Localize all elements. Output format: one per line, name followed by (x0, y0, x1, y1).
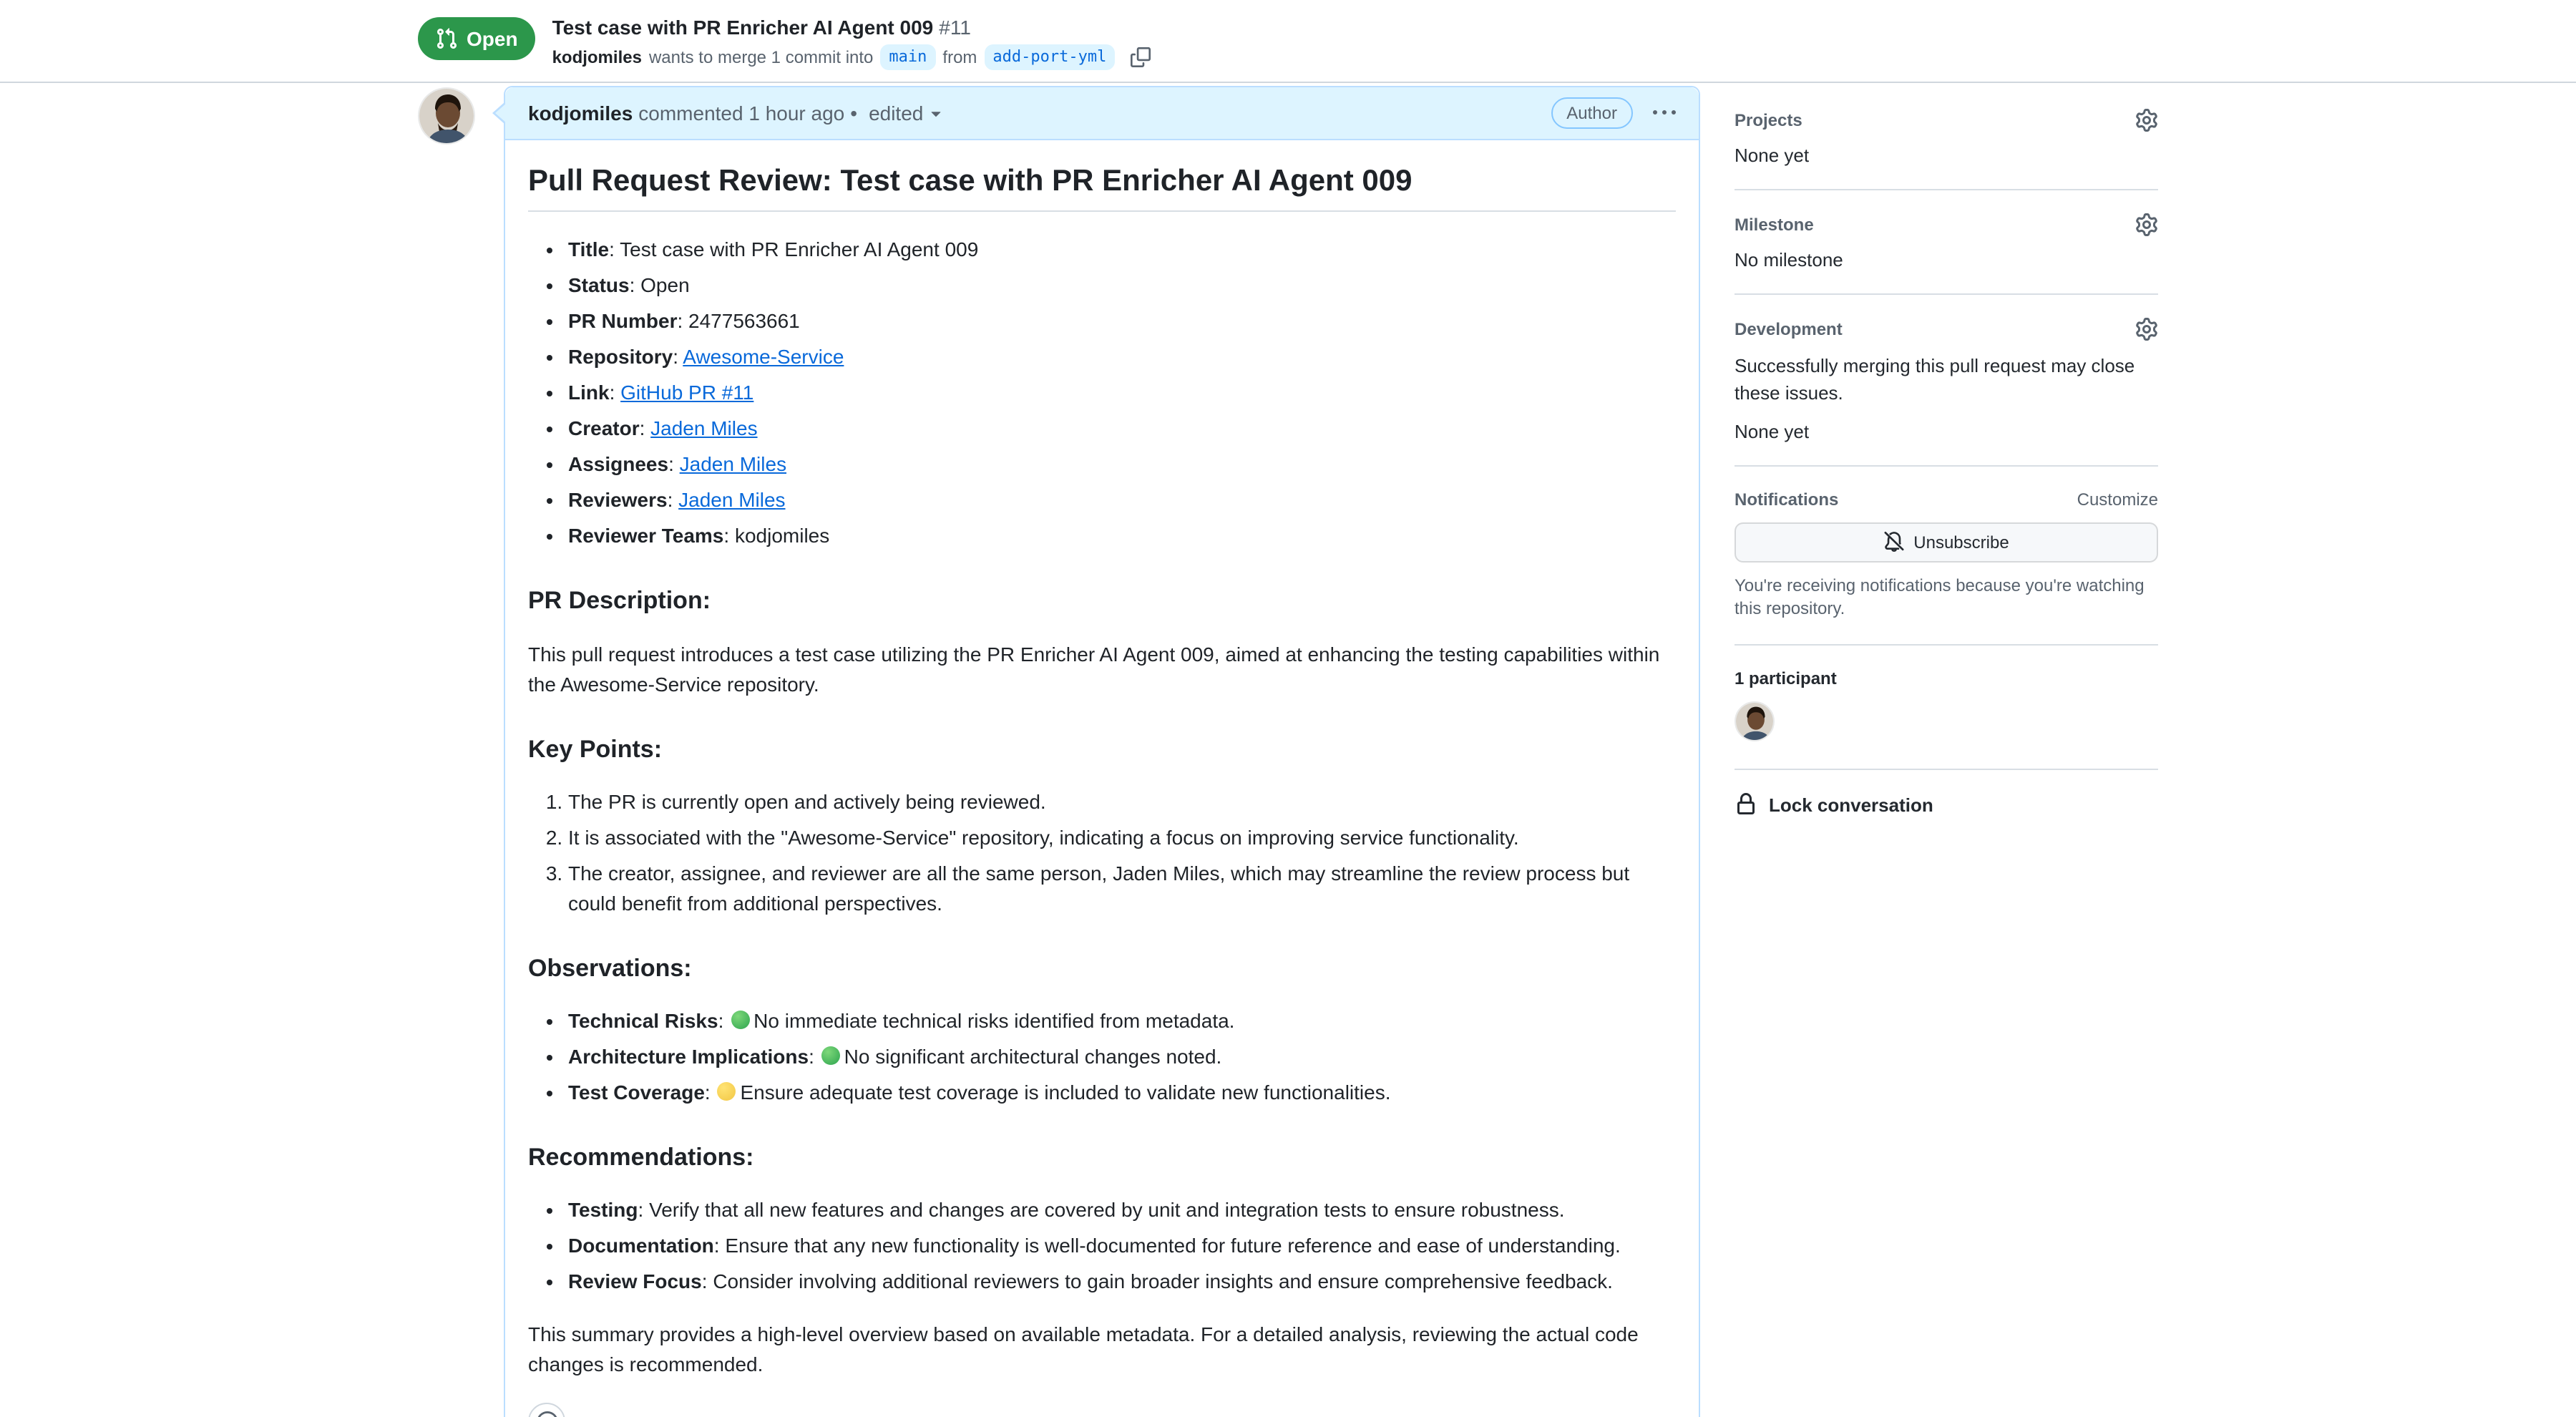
pr-number: #11 (939, 16, 971, 39)
summary-footer: This summary provides a high-level overview based on available metadata. For a detailed analysis, reviewing the actual code changes is recommended. (528, 1323, 1639, 1376)
meta-item-assignees: • Assignees: Jaden Miles (568, 450, 1676, 480)
from-text: from (942, 47, 977, 67)
bell-slash-icon (1883, 531, 1905, 552)
repository-link[interactable]: Awesome-Service (683, 345, 844, 369)
chevron-down-icon (926, 103, 946, 123)
meta-item-repository: • Repository: Awesome-Service (568, 343, 1676, 373)
copy-branch-button[interactable] (1131, 47, 1151, 67)
edited-dropdown[interactable] (869, 102, 946, 125)
meta-item-status: • Status: Open (568, 271, 1676, 301)
pr-title (552, 11, 1151, 43)
assignee-link[interactable]: Jaden Miles (679, 452, 787, 476)
key-points-heading: Key Points: (528, 735, 663, 762)
participants-title: 1 participant (1735, 668, 1837, 689)
merge-text: wants to merge 1 commit into (648, 47, 874, 67)
meta-item-title: • Title: Test case with PR Enricher AI Agent 009 (568, 235, 1676, 266)
sidebar-section-participants (1735, 646, 2158, 771)
sidebar-section-milestone (1735, 190, 2158, 295)
observations-heading: Observations: (528, 954, 692, 982)
meta-item-pr-number: • PR Number: 2477563661 (568, 307, 1676, 337)
green-circle-icon (821, 1046, 840, 1065)
meta-item-creator: • Creator: Jaden Miles (568, 414, 1676, 444)
gear-icon (2135, 318, 2158, 341)
key-point-item: 2. It is associated with the "Awesome-Service" repository, indicating a focus on improving service functionality. (568, 823, 1676, 853)
milestone-settings-button[interactable] (2135, 213, 2158, 236)
key-points-list (528, 787, 1676, 919)
pr-author-name: kodjomiles (552, 47, 642, 67)
meta-item-reviewers: • Reviewers: Jaden Miles (568, 486, 1676, 516)
pr-state-badge (418, 17, 535, 60)
head-branch-label[interactable]: add-port-yml (984, 44, 1115, 70)
reviewer-link[interactable]: Jaden Miles (678, 488, 786, 512)
lock-icon (1735, 794, 1757, 817)
milestone-value: No milestone (1735, 249, 1843, 271)
projects-title: Projects (1735, 110, 1802, 130)
comment-timestamp[interactable]: commented 1 hour ago (638, 102, 845, 125)
sticky-pr-header (0, 0, 2576, 83)
unsubscribe-button[interactable] (1735, 522, 2158, 562)
meta-item-link: • Link: GitHub PR #11 (568, 379, 1676, 409)
sidebar-section-development (1735, 295, 2158, 466)
key-point-item: 1. The PR is currently open and actively being reviewed. (568, 787, 1676, 817)
observation-item: • Technical Risks: No immediate technical risks identified from metadata. (568, 1006, 1676, 1036)
pr-meta-list (528, 235, 1676, 552)
recommendations-list (528, 1196, 1676, 1297)
pr-description-heading: PR Description: (528, 587, 711, 615)
recommendation-item: • Testing: Verify that all new features and changes are covered by unit and integration tests to ensure robustness. (568, 1196, 1676, 1226)
add-reaction-button[interactable] (528, 1403, 565, 1417)
comment-author-link[interactable]: kodjomiles (528, 102, 633, 125)
notifications-caption: You're receiving notifications because you're watching this repository. (1735, 575, 2145, 619)
observation-item: • Test Coverage: Ensure adequate test coverage is included to validate new functionalities. (568, 1078, 1676, 1108)
review-title: Pull Request Review: Test case with PR Enricher AI Agent 009 (528, 163, 1676, 213)
smiley-icon (536, 1411, 557, 1417)
notifications-title: Notifications (1735, 489, 1839, 510)
development-title: Development (1735, 319, 1843, 339)
meta-item-reviewer-teams: • Reviewer Teams: kodjomiles (568, 522, 1676, 552)
projects-settings-button[interactable] (2135, 109, 2158, 132)
copy-icon (1131, 47, 1151, 67)
comment-author-avatar[interactable] (418, 87, 475, 145)
customize-link[interactable]: Customize (2077, 489, 2158, 510)
git-pull-request-icon (435, 27, 458, 50)
yellow-circle-icon (717, 1082, 736, 1101)
pr-sidebar (1735, 86, 2158, 1417)
development-description: Successfully merging this pull request may close these issues. (1735, 355, 2135, 404)
sidebar-section-notifications (1735, 466, 2158, 646)
observation-item: • Architecture Implications: No significant architectural changes noted. (568, 1042, 1676, 1072)
lock-conversation-label: Lock conversation (1769, 794, 1933, 816)
author-badge: Author (1551, 97, 1633, 129)
comment-header (505, 87, 1699, 140)
sidebar-section-projects (1735, 86, 2158, 190)
recommendation-item: • Review Focus: Consider involving additional reviewers to gain broader insights and ensure comprehensive feedback. (568, 1267, 1676, 1297)
observations-list (528, 1006, 1676, 1108)
pr-state-label: Open (467, 27, 518, 50)
development-value: None yet (1735, 420, 1810, 442)
pr-description-text: This pull request introduces a test case utilizing the PR Enricher AI Agent 009, aimed at enhancing the testing capabilities within the Awesome-Service repository. (528, 642, 1660, 695)
recommendations-heading: Recommendations: (528, 1144, 754, 1171)
recommendation-item: • Documentation: Ensure that any new functionality is well-documented for future reference and ease of understanding. (568, 1232, 1676, 1262)
key-point-item: 3. The creator, assignee, and reviewer are all the same person, Jaden Miles, which may streamline the review process but could benefit from additional perspectives. (568, 859, 1676, 919)
projects-value: None yet (1735, 145, 1810, 166)
gear-icon (2135, 109, 2158, 132)
comment-body (505, 140, 1699, 1417)
green-circle-icon (731, 1011, 749, 1029)
github-pr-link[interactable]: GitHub PR #11 (620, 381, 754, 404)
creator-link[interactable]: Jaden Miles (650, 417, 758, 440)
participant-avatar[interactable] (1735, 702, 1775, 742)
unsubscribe-label: Unsubscribe (1913, 532, 2009, 552)
pr-title-text: Test case with PR Enricher AI Agent 009 (552, 16, 934, 39)
milestone-title: Milestone (1735, 215, 1814, 235)
dot-separator: • (850, 102, 858, 125)
kebab-horizontal-icon (1653, 102, 1676, 125)
sidebar-section-lock (1735, 771, 2158, 839)
merge-summary (552, 44, 1151, 70)
base-branch-label[interactable]: main (880, 44, 935, 70)
gear-icon (2135, 213, 2158, 236)
edited-label: edited (869, 102, 924, 125)
pr-description-comment (504, 86, 1700, 1417)
lock-conversation-button[interactable] (1735, 794, 2158, 817)
development-settings-button[interactable] (2135, 318, 2158, 341)
kebab-menu-button[interactable] (1653, 102, 1676, 125)
